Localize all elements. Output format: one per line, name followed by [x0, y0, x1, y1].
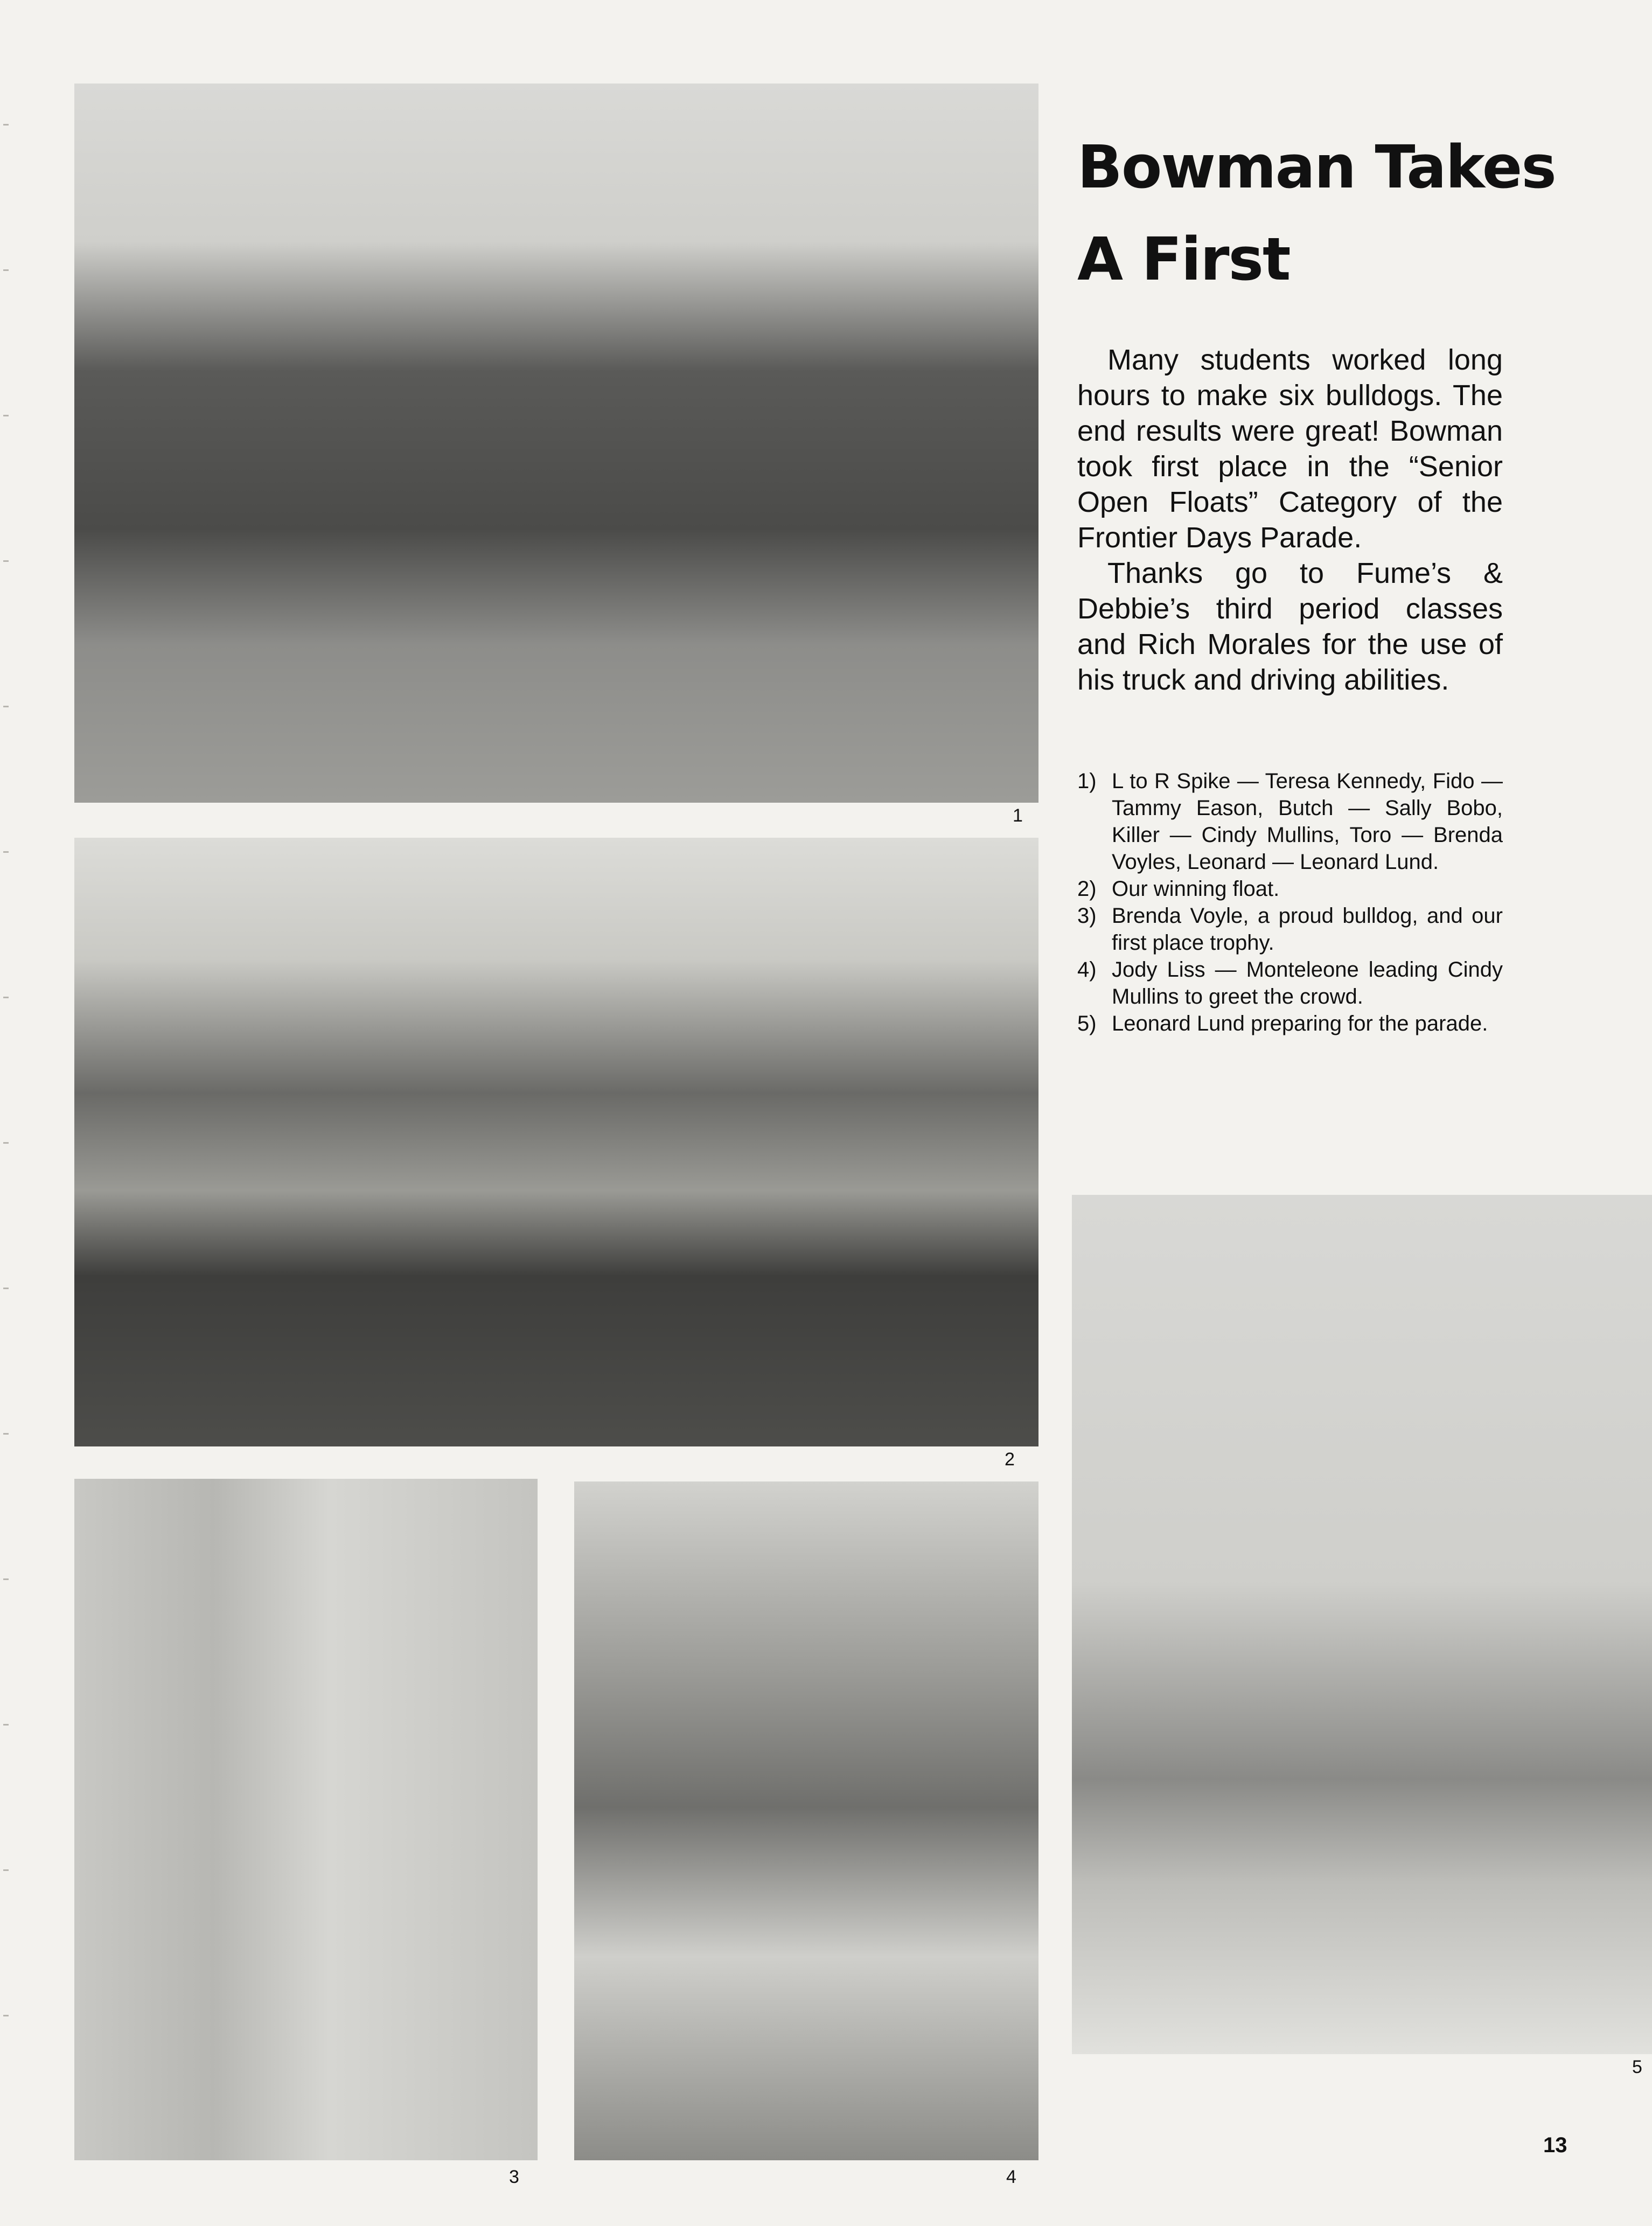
title-line-2: A First — [1077, 224, 1290, 294]
caption-text: Our winning float. — [1112, 877, 1280, 901]
caption-item — [1077, 875, 1503, 902]
photo-captions — [1077, 768, 1503, 1037]
photo-number-2: 2 — [1005, 1449, 1015, 1470]
photo-trophy — [74, 1479, 538, 2160]
body-paragraph-2: Thanks go to Fume’s & Debbie’s third period classes and Rich Morales for the use of his truck and driving abilities. — [1077, 557, 1503, 696]
article-body — [1077, 342, 1503, 698]
body-paragraph-1: Many students worked long hours to make six bulldogs. The end results were great! Bowman took first place in the “Senior Open Floats” Category of the Frontier Days Parade. — [1077, 344, 1503, 554]
caption-number: 2) — [1077, 877, 1097, 901]
caption-number: 3) — [1077, 904, 1097, 928]
caption-item — [1077, 768, 1503, 875]
caption-text: Jody Liss — Monteleone leading Cindy Mullins to greet the crowd. — [1112, 958, 1503, 1008]
photo-greeting-crowd — [574, 1481, 1038, 2160]
photo-number-5: 5 — [1632, 2057, 1642, 2077]
photo-preparing-for-parade — [1072, 1195, 1652, 2054]
photo-number-4: 4 — [1006, 2167, 1016, 2187]
binding-marks — [0, 0, 13, 2226]
caption-item — [1077, 956, 1503, 1010]
caption-text: Leonard Lund preparing for the parade. — [1112, 1012, 1488, 1035]
photo-number-3: 3 — [509, 2167, 519, 2187]
caption-item — [1077, 1010, 1503, 1037]
photo-winning-float — [74, 838, 1038, 1446]
page-number: 13 — [1543, 2133, 1567, 2157]
photo-number-1: 1 — [1013, 805, 1023, 826]
title-line-1: Bowman Takes — [1077, 133, 1556, 201]
caption-text: L to R Spike — Teresa Kennedy, Fido — Tammy Eason, Butch — Sally Bobo, Killer — Cindy Mullins, Toro — Brenda Voyles, Leonard — Leonard Lund. — [1112, 769, 1503, 874]
caption-item — [1077, 902, 1503, 956]
photo-bulldog-costumes — [74, 84, 1038, 803]
page-title — [1077, 121, 1616, 305]
caption-text: Brenda Voyle, a proud bulldog, and our first place trophy. — [1112, 904, 1503, 955]
caption-number: 4) — [1077, 958, 1097, 982]
caption-number: 1) — [1077, 769, 1097, 793]
caption-number: 5) — [1077, 1012, 1097, 1035]
